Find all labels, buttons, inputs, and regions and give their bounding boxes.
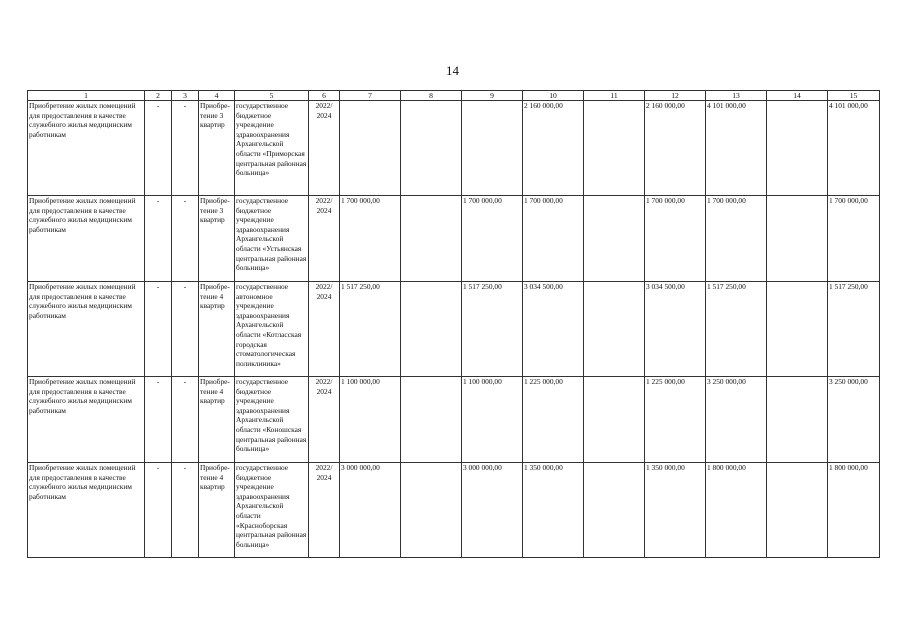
- amount-cell: 3 034 500,00: [645, 282, 706, 377]
- acquisition-cell: Приобре-тение 4 квартир: [199, 282, 235, 377]
- dash-cell: -: [145, 101, 172, 196]
- page-number: 14: [446, 63, 459, 78]
- dash-cell: -: [145, 463, 172, 558]
- amount-cell: [584, 463, 645, 558]
- amount-cell: [767, 196, 828, 282]
- amount-cell: 3 000 000,00: [462, 463, 523, 558]
- amount-cell: 1 517 250,00: [462, 282, 523, 377]
- column-header: 7: [340, 91, 401, 101]
- amount-cell: 3 250 000,00: [828, 377, 880, 463]
- amount-cell: 1 350 000,00: [645, 463, 706, 558]
- purpose-cell: Приобретение жилых помещений для предоставления в качестве служебного жилья медицинским работникам: [28, 101, 145, 196]
- institution-cell: государственное бюджетное учреждение здравоохранения Архангельской области «Устьянская центральная районная больница»: [235, 196, 309, 282]
- amount-cell: [401, 463, 462, 558]
- amount-cell: [401, 377, 462, 463]
- column-header: 11: [584, 91, 645, 101]
- column-header: 9: [462, 91, 523, 101]
- column-header: 4: [199, 91, 235, 101]
- amount-cell: [767, 101, 828, 196]
- purpose-cell: Приобретение жилых помещений для предоставления в качестве служебного жилья медицинским работникам: [28, 282, 145, 377]
- period-cell: 2022/ 2024: [309, 196, 340, 282]
- amount-cell: 1 517 250,00: [828, 282, 880, 377]
- institution-cell: государственное бюджетное учреждение здравоохранения Архангельской области «Красноборская центральная районная больница»: [235, 463, 309, 558]
- amount-cell: 1 517 250,00: [706, 282, 767, 377]
- institution-cell: государственное бюджетное учреждение здравоохранения Архангельской области «Коношская центральная районная больница»: [235, 377, 309, 463]
- amount-cell: 1 700 000,00: [828, 196, 880, 282]
- dash-cell: -: [172, 282, 199, 377]
- purpose-cell: Приобретение жилых помещений для предоставления в качестве служебного жилья медицинским работникам: [28, 196, 145, 282]
- column-header: 10: [523, 91, 584, 101]
- amount-cell: [584, 101, 645, 196]
- amount-cell: [401, 196, 462, 282]
- column-header: 12: [645, 91, 706, 101]
- amount-cell: 3 250 000,00: [706, 377, 767, 463]
- amount-cell: 1 100 000,00: [340, 377, 401, 463]
- period-cell: 2022/ 2024: [309, 377, 340, 463]
- amount-cell: 4 101 000,00: [706, 101, 767, 196]
- amount-cell: [462, 101, 523, 196]
- amount-cell: 4 101 000,00: [828, 101, 880, 196]
- table-row: [28, 101, 880, 196]
- amount-cell: [584, 377, 645, 463]
- amount-cell: 1 517 250,00: [340, 282, 401, 377]
- amount-cell: 1 700 000,00: [462, 196, 523, 282]
- institution-cell: государственное автономное учреждение здравоохранения Архангельской области «Котласская городская стоматологическая поликлиника»: [235, 282, 309, 377]
- amount-cell: [584, 196, 645, 282]
- amount-cell: [401, 101, 462, 196]
- institution-cell: государственное бюджетное учреждение здравоохранения Архангельской области «Приморская центральная районная больница»: [235, 101, 309, 196]
- amount-cell: 1 100 000,00: [462, 377, 523, 463]
- column-header: 8: [401, 91, 462, 101]
- table-row: [28, 463, 880, 558]
- acquisition-cell: Приобре-тение 3 квартир: [199, 196, 235, 282]
- column-header: 13: [706, 91, 767, 101]
- amount-cell: 2 160 000,00: [523, 101, 584, 196]
- dash-cell: -: [172, 101, 199, 196]
- dash-cell: -: [172, 196, 199, 282]
- period-cell: 2022/ 2024: [309, 282, 340, 377]
- column-header: 14: [767, 91, 828, 101]
- amount-cell: [767, 377, 828, 463]
- budget-table: [27, 90, 880, 558]
- amount-cell: 1 700 000,00: [706, 196, 767, 282]
- column-header: 3: [172, 91, 199, 101]
- amount-cell: 3 000 000,00: [340, 463, 401, 558]
- amount-cell: 1 225 000,00: [523, 377, 584, 463]
- dash-cell: -: [145, 196, 172, 282]
- column-header: 1: [28, 91, 145, 101]
- amount-cell: 1 700 000,00: [523, 196, 584, 282]
- amount-cell: [401, 282, 462, 377]
- acquisition-cell: Приобре-тение 4 квартир: [199, 377, 235, 463]
- acquisition-cell: Приобре-тение 3 квартир: [199, 101, 235, 196]
- dash-cell: -: [172, 377, 199, 463]
- period-cell: 2022/ 2024: [309, 463, 340, 558]
- amount-cell: 1 700 000,00: [645, 196, 706, 282]
- amount-cell: [340, 101, 401, 196]
- table-row: [28, 282, 880, 377]
- amount-cell: 1 225 000,00: [645, 377, 706, 463]
- dash-cell: -: [145, 377, 172, 463]
- period-cell: 2022/ 2024: [309, 101, 340, 196]
- dash-cell: -: [145, 282, 172, 377]
- amount-cell: 1 800 000,00: [828, 463, 880, 558]
- amount-cell: [767, 282, 828, 377]
- dash-cell: -: [172, 463, 199, 558]
- amount-cell: 2 160 000,00: [645, 101, 706, 196]
- amount-cell: 1 800 000,00: [706, 463, 767, 558]
- amount-cell: 3 034 500,00: [523, 282, 584, 377]
- header-row: [28, 91, 880, 101]
- column-header: 15: [828, 91, 880, 101]
- amount-cell: [584, 282, 645, 377]
- column-header: 5: [235, 91, 309, 101]
- purpose-cell: Приобретение жилых помещений для предоставления в качестве служебного жилья медицинским работникам: [28, 463, 145, 558]
- purpose-cell: Приобретение жилых помещений для предоставления в качестве служебного жилья медицинским работникам: [28, 377, 145, 463]
- table-row: [28, 377, 880, 463]
- acquisition-cell: Приобре-тение 4 квартир: [199, 463, 235, 558]
- column-header: 6: [309, 91, 340, 101]
- amount-cell: 1 700 000,00: [340, 196, 401, 282]
- amount-cell: 1 350 000,00: [523, 463, 584, 558]
- table-row: [28, 196, 880, 282]
- column-header: 2: [145, 91, 172, 101]
- amount-cell: [767, 463, 828, 558]
